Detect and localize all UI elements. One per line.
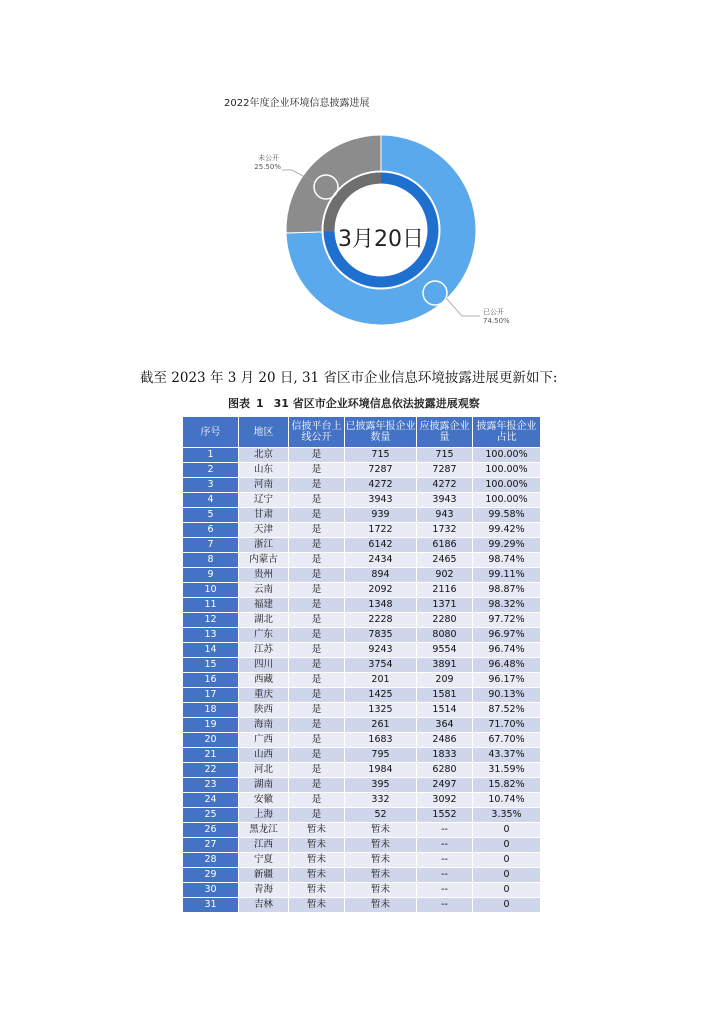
cell-region: 四川 bbox=[239, 658, 289, 673]
cell-region: 福建 bbox=[239, 598, 289, 613]
cell-index: 7 bbox=[183, 538, 239, 553]
cell-disclosed: 暂未 bbox=[345, 853, 417, 868]
chart-title: 2022年度企业环境信息披露进展 bbox=[224, 98, 370, 109]
cell-required: -- bbox=[417, 883, 473, 898]
caption-prefix: 图表 bbox=[228, 397, 250, 410]
cell-platform: 是 bbox=[289, 478, 345, 493]
cell-platform: 是 bbox=[289, 793, 345, 808]
cell-index: 25 bbox=[183, 808, 239, 823]
cell-required: 2486 bbox=[417, 733, 473, 748]
cell-index: 31 bbox=[183, 898, 239, 913]
cell-required: 7287 bbox=[417, 463, 473, 478]
leader-line-published bbox=[446, 298, 480, 316]
cell-ratio: 99.29% bbox=[473, 538, 541, 553]
cell-index: 20 bbox=[183, 733, 239, 748]
cell-platform: 暂未 bbox=[289, 883, 345, 898]
cell-region: 云南 bbox=[239, 583, 289, 598]
cell-region: 上海 bbox=[239, 808, 289, 823]
cell-ratio: 0 bbox=[473, 898, 541, 913]
caption-number: 1 bbox=[256, 397, 264, 410]
cell-required: 2116 bbox=[417, 583, 473, 598]
col-header-region: 地区 bbox=[239, 417, 289, 448]
table-row bbox=[183, 493, 541, 508]
cell-disclosed: 9243 bbox=[345, 643, 417, 658]
cell-platform: 是 bbox=[289, 658, 345, 673]
cell-disclosed: 52 bbox=[345, 808, 417, 823]
cell-required: 902 bbox=[417, 568, 473, 583]
cell-index: 12 bbox=[183, 613, 239, 628]
cell-ratio: 96.17% bbox=[473, 673, 541, 688]
cell-region: 新疆 bbox=[239, 868, 289, 883]
cell-platform: 暂未 bbox=[289, 823, 345, 838]
cell-platform: 是 bbox=[289, 493, 345, 508]
cell-index: 11 bbox=[183, 598, 239, 613]
slice-label-published: 已公开 bbox=[483, 308, 504, 316]
cell-required: 1552 bbox=[417, 808, 473, 823]
cell-ratio: 96.48% bbox=[473, 658, 541, 673]
cell-region: 黑龙江 bbox=[239, 823, 289, 838]
table-caption bbox=[228, 395, 480, 411]
table-row bbox=[183, 553, 541, 568]
table-row bbox=[183, 793, 541, 808]
cell-index: 19 bbox=[183, 718, 239, 733]
cell-required: 2465 bbox=[417, 553, 473, 568]
table-row bbox=[183, 478, 541, 493]
cell-ratio: 99.42% bbox=[473, 523, 541, 538]
cell-platform: 是 bbox=[289, 733, 345, 748]
cell-disclosed: 暂未 bbox=[345, 868, 417, 883]
cell-platform: 是 bbox=[289, 508, 345, 523]
cell-required: -- bbox=[417, 898, 473, 913]
table-row bbox=[183, 838, 541, 853]
table-row bbox=[183, 898, 541, 913]
cell-required: 715 bbox=[417, 448, 473, 463]
cell-index: 2 bbox=[183, 463, 239, 478]
cell-required: 3891 bbox=[417, 658, 473, 673]
cell-required: 1514 bbox=[417, 703, 473, 718]
cell-ratio: 100.00% bbox=[473, 448, 541, 463]
cell-required: 1371 bbox=[417, 598, 473, 613]
cell-platform: 是 bbox=[289, 673, 345, 688]
cell-index: 9 bbox=[183, 568, 239, 583]
cell-index: 6 bbox=[183, 523, 239, 538]
cell-ratio: 96.74% bbox=[473, 643, 541, 658]
cell-ratio: 10.74% bbox=[473, 793, 541, 808]
cell-disclosed: 2228 bbox=[345, 613, 417, 628]
cell-region: 宁夏 bbox=[239, 853, 289, 868]
cell-index: 29 bbox=[183, 868, 239, 883]
cell-platform: 是 bbox=[289, 778, 345, 793]
cell-platform: 是 bbox=[289, 538, 345, 553]
cell-region: 河北 bbox=[239, 763, 289, 778]
cell-region: 湖南 bbox=[239, 778, 289, 793]
cell-region: 天津 bbox=[239, 523, 289, 538]
cell-platform: 暂未 bbox=[289, 838, 345, 853]
col-header-index: 序号 bbox=[183, 417, 239, 448]
slice-pct-unpublished: 25.50% bbox=[254, 163, 281, 171]
cell-disclosed: 1683 bbox=[345, 733, 417, 748]
cell-required: 364 bbox=[417, 718, 473, 733]
intro-text: 截至 2023 年 3 月 20 日, 31 省区市企业信息环境披露进展更新如下: bbox=[140, 370, 558, 386]
table-row bbox=[183, 868, 541, 883]
cell-required: 3943 bbox=[417, 493, 473, 508]
cell-platform: 是 bbox=[289, 808, 345, 823]
cell-platform: 是 bbox=[289, 613, 345, 628]
cell-index: 28 bbox=[183, 853, 239, 868]
cell-disclosed: 7835 bbox=[345, 628, 417, 643]
cell-required: 2497 bbox=[417, 778, 473, 793]
cell-required: 4272 bbox=[417, 478, 473, 493]
col-header-disclosed: 已披露年报企业数量 bbox=[345, 417, 417, 448]
col-header-platform: 信披平台上线公开 bbox=[289, 417, 345, 448]
cell-disclosed: 715 bbox=[345, 448, 417, 463]
cell-region: 内蒙古 bbox=[239, 553, 289, 568]
cell-index: 23 bbox=[183, 778, 239, 793]
cell-region: 海南 bbox=[239, 718, 289, 733]
cell-disclosed: 1425 bbox=[345, 688, 417, 703]
cell-required: -- bbox=[417, 853, 473, 868]
cell-ratio: 0 bbox=[473, 838, 541, 853]
cell-required: 6280 bbox=[417, 763, 473, 778]
province-disclosure-table bbox=[182, 416, 541, 913]
cell-platform: 是 bbox=[289, 553, 345, 568]
cell-ratio: 43.37% bbox=[473, 748, 541, 763]
cell-required: 1732 bbox=[417, 523, 473, 538]
table-row bbox=[183, 808, 541, 823]
cell-platform: 是 bbox=[289, 598, 345, 613]
table-row bbox=[183, 658, 541, 673]
center-date-label: 3月20日 bbox=[338, 227, 424, 252]
cell-region: 河南 bbox=[239, 478, 289, 493]
cell-index: 8 bbox=[183, 553, 239, 568]
cell-ratio: 96.97% bbox=[473, 628, 541, 643]
cell-disclosed: 795 bbox=[345, 748, 417, 763]
cell-disclosed: 6142 bbox=[345, 538, 417, 553]
cell-disclosed: 894 bbox=[345, 568, 417, 583]
cell-disclosed: 7287 bbox=[345, 463, 417, 478]
cell-disclosed: 1984 bbox=[345, 763, 417, 778]
cell-index: 4 bbox=[183, 493, 239, 508]
cell-required: -- bbox=[417, 823, 473, 838]
cell-region: 山东 bbox=[239, 463, 289, 478]
cell-required: -- bbox=[417, 838, 473, 853]
cell-ratio: 67.70% bbox=[473, 733, 541, 748]
cell-ratio: 0 bbox=[473, 853, 541, 868]
table-row bbox=[183, 598, 541, 613]
cell-ratio: 0 bbox=[473, 868, 541, 883]
cell-region: 青海 bbox=[239, 883, 289, 898]
table-row bbox=[183, 628, 541, 643]
cell-region: 吉林 bbox=[239, 898, 289, 913]
cell-platform: 是 bbox=[289, 523, 345, 538]
cell-required: 943 bbox=[417, 508, 473, 523]
cell-platform: 是 bbox=[289, 463, 345, 478]
cell-disclosed: 395 bbox=[345, 778, 417, 793]
cell-region: 广西 bbox=[239, 733, 289, 748]
cell-required: -- bbox=[417, 868, 473, 883]
cell-platform: 是 bbox=[289, 748, 345, 763]
table-header-row bbox=[183, 417, 541, 448]
col-header-required: 应披露企业量 bbox=[417, 417, 473, 448]
table-row bbox=[183, 763, 541, 778]
cell-required: 8080 bbox=[417, 628, 473, 643]
table-row bbox=[183, 523, 541, 538]
cell-index: 18 bbox=[183, 703, 239, 718]
table-row bbox=[183, 718, 541, 733]
cell-disclosed: 1722 bbox=[345, 523, 417, 538]
cell-platform: 是 bbox=[289, 763, 345, 778]
table-row bbox=[183, 853, 541, 868]
cell-disclosed: 3754 bbox=[345, 658, 417, 673]
cell-region: 甘肃 bbox=[239, 508, 289, 523]
cell-region: 辽宁 bbox=[239, 493, 289, 508]
cell-ratio: 100.00% bbox=[473, 463, 541, 478]
cell-disclosed: 201 bbox=[345, 673, 417, 688]
cell-required: 6186 bbox=[417, 538, 473, 553]
cell-platform: 暂未 bbox=[289, 868, 345, 883]
cell-index: 22 bbox=[183, 763, 239, 778]
cell-region: 江苏 bbox=[239, 643, 289, 658]
cell-disclosed: 暂未 bbox=[345, 838, 417, 853]
cell-disclosed: 1325 bbox=[345, 703, 417, 718]
table-row bbox=[183, 463, 541, 478]
cell-required: 1833 bbox=[417, 748, 473, 763]
table-row bbox=[183, 568, 541, 583]
cell-ratio: 98.87% bbox=[473, 583, 541, 598]
cell-index: 21 bbox=[183, 748, 239, 763]
table-row bbox=[183, 823, 541, 838]
cell-index: 10 bbox=[183, 583, 239, 598]
table-row bbox=[183, 748, 541, 763]
cell-region: 广东 bbox=[239, 628, 289, 643]
cell-disclosed: 4272 bbox=[345, 478, 417, 493]
cell-required: 9554 bbox=[417, 643, 473, 658]
table-row bbox=[183, 733, 541, 748]
table-row bbox=[183, 583, 541, 598]
cell-platform: 暂未 bbox=[289, 853, 345, 868]
table-row bbox=[183, 688, 541, 703]
cell-ratio: 31.59% bbox=[473, 763, 541, 778]
cell-region: 江西 bbox=[239, 838, 289, 853]
cell-ratio: 3.35% bbox=[473, 808, 541, 823]
cell-disclosed: 3943 bbox=[345, 493, 417, 508]
cell-ratio: 90.13% bbox=[473, 688, 541, 703]
cell-platform: 是 bbox=[289, 448, 345, 463]
cell-platform: 是 bbox=[289, 703, 345, 718]
cell-platform: 是 bbox=[289, 628, 345, 643]
table-row bbox=[183, 643, 541, 658]
table-row bbox=[183, 508, 541, 523]
cell-disclosed: 暂未 bbox=[345, 898, 417, 913]
cell-region: 西藏 bbox=[239, 673, 289, 688]
cell-disclosed: 暂未 bbox=[345, 823, 417, 838]
cell-ratio: 15.82% bbox=[473, 778, 541, 793]
cell-ratio: 100.00% bbox=[473, 493, 541, 508]
cell-region: 陕西 bbox=[239, 703, 289, 718]
table-row bbox=[183, 613, 541, 628]
cell-disclosed: 261 bbox=[345, 718, 417, 733]
cell-index: 14 bbox=[183, 643, 239, 658]
cell-region: 安徽 bbox=[239, 793, 289, 808]
cell-index: 30 bbox=[183, 883, 239, 898]
cell-ratio: 100.00% bbox=[473, 478, 541, 493]
cell-required: 1581 bbox=[417, 688, 473, 703]
cell-disclosed: 2092 bbox=[345, 583, 417, 598]
cell-platform: 是 bbox=[289, 688, 345, 703]
cell-index: 13 bbox=[183, 628, 239, 643]
cell-ratio: 98.32% bbox=[473, 598, 541, 613]
cell-region: 湖北 bbox=[239, 613, 289, 628]
cell-disclosed: 1348 bbox=[345, 598, 417, 613]
cell-index: 26 bbox=[183, 823, 239, 838]
cell-index: 5 bbox=[183, 508, 239, 523]
cell-ratio: 87.52% bbox=[473, 703, 541, 718]
cell-platform: 是 bbox=[289, 568, 345, 583]
slice-pct-published: 74.50% bbox=[483, 317, 510, 325]
cell-disclosed: 939 bbox=[345, 508, 417, 523]
cell-region: 山西 bbox=[239, 748, 289, 763]
cell-ratio: 99.11% bbox=[473, 568, 541, 583]
cell-index: 17 bbox=[183, 688, 239, 703]
table-row bbox=[183, 883, 541, 898]
table-row bbox=[183, 673, 541, 688]
cell-index: 27 bbox=[183, 838, 239, 853]
caption-text: 31 省区市企业环境信息依法披露进展观察 bbox=[273, 397, 480, 410]
table-row bbox=[183, 703, 541, 718]
cell-index: 1 bbox=[183, 448, 239, 463]
cell-region: 浙江 bbox=[239, 538, 289, 553]
cell-ratio: 97.72% bbox=[473, 613, 541, 628]
col-header-ratio: 披露年报企业占比 bbox=[473, 417, 541, 448]
cell-required: 209 bbox=[417, 673, 473, 688]
donut-chart bbox=[180, 120, 580, 360]
slice-label-unpublished: 未公开 bbox=[258, 154, 279, 162]
table-row bbox=[183, 778, 541, 793]
cell-disclosed: 暂未 bbox=[345, 883, 417, 898]
cell-ratio: 0 bbox=[473, 823, 541, 838]
cell-disclosed: 2434 bbox=[345, 553, 417, 568]
cell-required: 3092 bbox=[417, 793, 473, 808]
table-row bbox=[183, 448, 541, 463]
cell-disclosed: 332 bbox=[345, 793, 417, 808]
cell-platform: 是 bbox=[289, 583, 345, 598]
cell-region: 贵州 bbox=[239, 568, 289, 583]
cell-index: 16 bbox=[183, 673, 239, 688]
cell-index: 24 bbox=[183, 793, 239, 808]
cell-ratio: 99.58% bbox=[473, 508, 541, 523]
cell-ratio: 98.74% bbox=[473, 553, 541, 568]
cell-required: 2280 bbox=[417, 613, 473, 628]
cell-index: 3 bbox=[183, 478, 239, 493]
cell-index: 15 bbox=[183, 658, 239, 673]
cell-platform: 是 bbox=[289, 718, 345, 733]
cell-platform: 是 bbox=[289, 643, 345, 658]
cell-platform: 暂未 bbox=[289, 898, 345, 913]
cell-region: 北京 bbox=[239, 448, 289, 463]
cell-ratio: 0 bbox=[473, 883, 541, 898]
table-row bbox=[183, 538, 541, 553]
cell-ratio: 71.70% bbox=[473, 718, 541, 733]
cell-region: 重庆 bbox=[239, 688, 289, 703]
